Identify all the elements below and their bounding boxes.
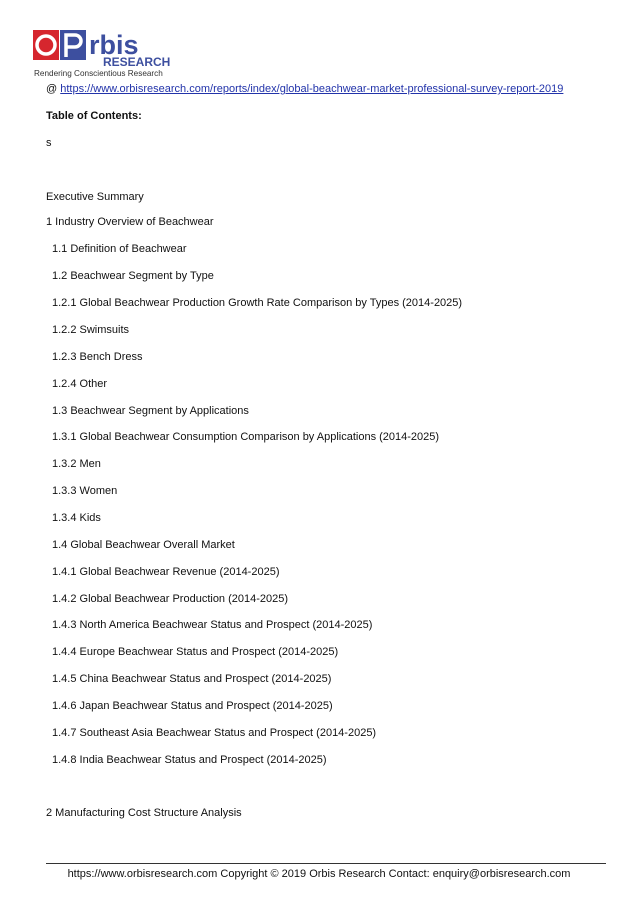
- toc-item: 1 Industry Overview of Beachwear: [46, 216, 214, 228]
- report-url-line: [46, 82, 563, 96]
- stray-text: s: [46, 137, 52, 149]
- toc-item: 1.4.4 Europe Beachwear Status and Prospect (2014-2025): [52, 646, 339, 658]
- toc-item: Executive Summary: [46, 191, 144, 203]
- toc-item: 1.3.2 Men: [52, 458, 101, 470]
- logo-tagline: Rendering Conscientious Research: [34, 69, 163, 78]
- toc-item: 1.2.2 Swimsuits: [52, 324, 130, 336]
- footer-divider: [46, 863, 606, 864]
- toc-item: 1.4.6 Japan Beachwear Status and Prospect (2014-2025): [52, 700, 333, 712]
- logo-sub: RESEARCH: [103, 55, 171, 69]
- toc-item: 1.3.1 Global Beachwear Consumption Comparison by Applications (2014-2025): [52, 431, 440, 443]
- toc-item: 1.4.3 North America Beachwear Status and Prospect (2014-2025): [52, 619, 373, 631]
- toc-item: 1.3 Beachwear Segment by Applications: [52, 405, 249, 417]
- toc-item: 1.2 Beachwear Segment by Type: [52, 270, 214, 282]
- toc-item: 1.4 Global Beachwear Overall Market: [52, 539, 235, 551]
- toc-item: 1.1 Definition of Beachwear: [52, 243, 187, 255]
- toc-item: 1.3.4 Kids: [52, 512, 101, 524]
- orbis-research-logo: [33, 24, 171, 78]
- toc-item: 1.4.1 Global Beachwear Revenue (2014-2025): [52, 566, 280, 578]
- toc-heading: Table of Contents:: [46, 110, 142, 122]
- toc-item: 1.3.3 Women: [52, 485, 118, 497]
- toc-item: 1.4.8 India Beachwear Status and Prospect (2014-2025): [52, 754, 327, 766]
- toc-item: 1.2.4 Other: [52, 378, 108, 390]
- footer-text: https://www.orbisresearch.com Copyright © 2019 Orbis Research Contact: enquiry@orbisresearch.com: [67, 868, 571, 880]
- at-symbol: @: [46, 83, 58, 95]
- toc-item: 1.2.1 Global Beachwear Production Growth Rate Comparison by Types (2014-2025): [52, 297, 463, 309]
- toc-item: 1.4.7 Southeast Asia Beachwear Status and Prospect (2014-2025): [52, 727, 377, 739]
- toc-item: 1.2.3 Bench Dress: [52, 351, 143, 363]
- toc-item: 1.4.2 Global Beachwear Production (2014-2025): [52, 593, 289, 605]
- logo-name: rbis: [89, 30, 139, 60]
- toc-item: 2 Manufacturing Cost Structure Analysis: [46, 807, 242, 819]
- orbis-logo-graphic: [33, 24, 171, 78]
- toc-item: 1.4.5 China Beachwear Status and Prospect (2014-2025): [52, 673, 332, 685]
- report-url-link[interactable]: https://www.orbisresearch.com/reports/index/global-beachwear-market-professional-survey-report-2019: [60, 83, 564, 95]
